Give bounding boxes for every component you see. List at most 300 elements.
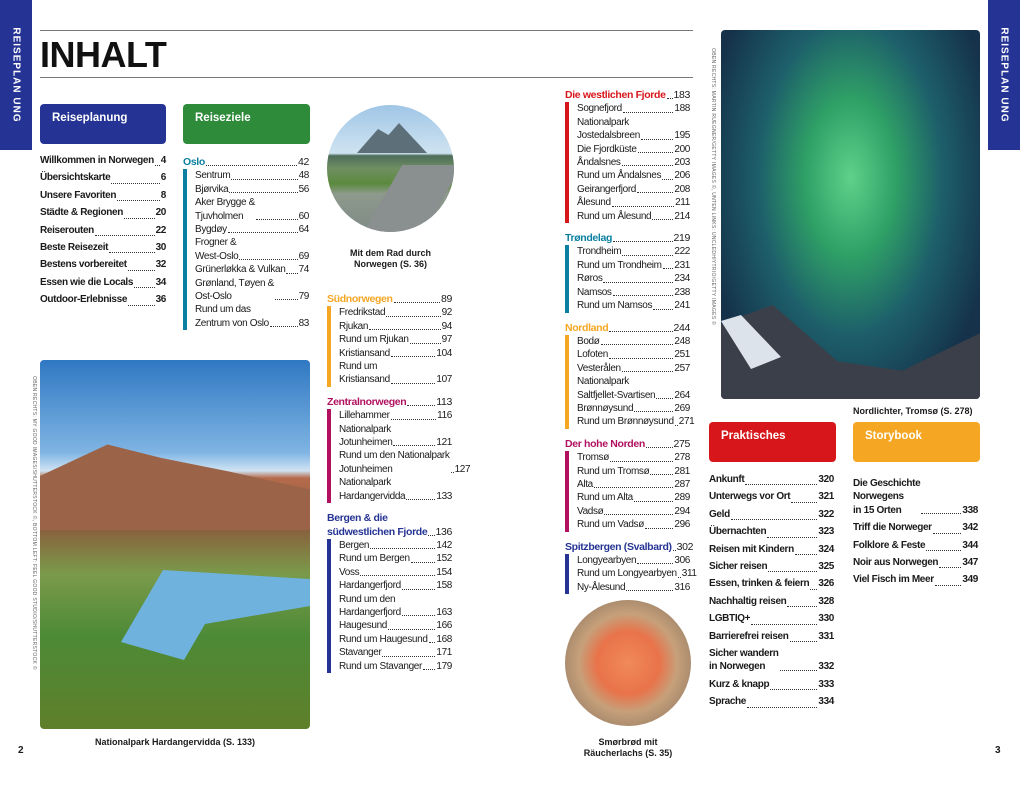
region-heading[interactable]	[183, 156, 309, 169]
dot-leader	[745, 484, 817, 485]
dot-leader	[95, 235, 155, 236]
toc-entry-page: 83	[298, 317, 309, 329]
toc-entry-page: 264	[674, 389, 690, 401]
toc-entry-title: Bergen	[339, 539, 370, 551]
toc-entry[interactable]	[709, 693, 834, 710]
toc-entry-title: Nationalpark Saltfjellet-Svartisen	[577, 376, 656, 401]
toc-entry-title: Rund um Stavanger	[339, 660, 422, 672]
toc-entry[interactable]	[577, 451, 690, 464]
region-page: 89	[441, 293, 452, 305]
toc-entry-title: Ankunft	[709, 474, 745, 485]
toc-entry[interactable]	[853, 554, 978, 571]
toc-entry-page: 332	[818, 661, 834, 673]
region-page: 113	[436, 395, 452, 408]
region-entries	[565, 102, 690, 223]
toc-entry-title: Reiserouten	[40, 224, 94, 236]
dot-leader	[626, 590, 673, 591]
toc-entry-page: 79	[298, 291, 309, 303]
region-heading[interactable]	[565, 322, 690, 335]
toc-entry-title: Essen wie die Locals	[40, 276, 134, 288]
toc-entry[interactable]	[195, 263, 309, 276]
toc-entry-page: 294	[674, 505, 690, 517]
dot-leader	[109, 252, 154, 253]
region-entries	[565, 245, 690, 312]
toc-entry[interactable]	[853, 477, 978, 517]
toc-entry[interactable]	[40, 291, 166, 308]
section-storybook	[853, 422, 980, 462]
toc-entry[interactable]	[577, 465, 690, 478]
dot-leader	[231, 179, 297, 180]
toc-entry-title: Fredrikstad	[339, 307, 386, 319]
toc-entry[interactable]	[577, 478, 690, 491]
dot-leader	[128, 270, 155, 271]
toc-entry-title: Übersichtskarte	[40, 172, 111, 184]
reiseziele-column-2	[327, 293, 471, 682]
toc-entry-title: Essen, trinken & feiern	[709, 578, 810, 590]
toc-entry-title: Viel Fisch im Meer	[853, 574, 934, 586]
toc-entry-page: 56	[298, 183, 309, 195]
dot-leader	[429, 642, 436, 643]
toc-entry[interactable]	[577, 505, 690, 518]
toc-entry-page: 330	[818, 613, 834, 625]
dot-leader	[451, 472, 454, 473]
toc-entry-page: 241	[674, 300, 690, 312]
toc-entry[interactable]	[339, 552, 452, 565]
toc-entry-title: Bodø	[577, 335, 600, 347]
toc-entry-title: Vadsø	[577, 505, 604, 517]
toc-entry-title: Nachhaltig reisen	[709, 595, 787, 607]
toc-entry[interactable]	[339, 539, 452, 552]
bike-photo	[327, 105, 454, 232]
region-page: 302	[676, 540, 694, 553]
toc-entry[interactable]	[577, 375, 690, 402]
toc-entry[interactable]	[577, 286, 690, 299]
toc-entry-title: Rund um Longyearbyen	[577, 568, 677, 580]
toc-entry[interactable]	[577, 169, 690, 182]
toc-entry[interactable]	[853, 537, 978, 554]
toc-entry-page: 334	[818, 696, 834, 708]
region-title: Nordland	[565, 321, 609, 334]
region-title: Die westlichen Fjorde	[565, 89, 666, 101]
region-page: 219	[673, 232, 690, 245]
toc-entry[interactable]	[40, 256, 166, 273]
toc-entry-title: Kristiansand	[339, 347, 390, 359]
dot-leader	[256, 219, 298, 220]
dot-leader	[134, 287, 155, 288]
toc-entry-title: Sicher reisen	[709, 561, 768, 573]
toc-entry-page: 6	[160, 172, 166, 184]
toc-entry-title: Rund um Åndalsnes	[577, 170, 662, 182]
dot-leader	[767, 537, 817, 538]
toc-entry[interactable]	[40, 169, 166, 186]
toc-entry-title: Nationalpark Jotunheimen	[339, 423, 393, 449]
dot-leader	[622, 165, 674, 166]
region-group	[327, 512, 452, 673]
toc-entry[interactable]	[577, 518, 690, 531]
toc-entry[interactable]	[577, 245, 690, 258]
dot-leader	[406, 499, 435, 500]
dot-leader	[634, 501, 674, 502]
region-group	[327, 395, 471, 503]
toc-entry-title: Lillehammer	[339, 410, 390, 422]
section-reiseplanung	[40, 104, 166, 144]
toc-entry-page: 311	[681, 568, 697, 580]
toc-entry[interactable]	[709, 628, 834, 645]
toc-entry-page: 331	[818, 630, 834, 642]
dot-leader	[594, 487, 674, 488]
toc-entry[interactable]	[577, 116, 690, 143]
region-heading[interactable]	[565, 438, 690, 451]
toc-entry-page: 238	[674, 286, 690, 298]
toc-entry-title: Reisen mit Kindern	[709, 543, 794, 555]
toc-entry-title: Røros	[577, 273, 603, 285]
dot-leader	[634, 411, 673, 412]
toc-entry-page: 179	[436, 660, 452, 672]
dot-leader	[613, 241, 672, 242]
toc-entry-title: Unsere Favoriten	[40, 189, 117, 201]
dot-leader	[124, 218, 155, 219]
divider	[40, 77, 693, 78]
dot-leader	[921, 513, 961, 514]
toc-entry-title: Rund um Namsos	[577, 300, 653, 312]
toc-entry[interactable]	[577, 335, 690, 348]
toc-entry-page: 323	[818, 526, 834, 538]
toc-entry-page: 349	[962, 574, 978, 586]
region-entries	[565, 451, 690, 531]
dot-leader	[423, 669, 435, 670]
toc-entry-title: Ny-Ålesund	[577, 581, 626, 593]
toc-entry-title: Longyearbyen	[577, 555, 637, 566]
toc-entry-page: 166	[436, 620, 452, 632]
toc-entry-page: 22	[155, 224, 166, 236]
dot-leader	[382, 656, 435, 657]
toc-entry[interactable]	[853, 571, 978, 588]
toc-entry-page: 344	[962, 539, 978, 551]
toc-entry-title: Rund um Vadsø	[577, 519, 644, 531]
toc-entry-title: Voss	[339, 566, 360, 578]
toc-entry[interactable]	[577, 415, 695, 428]
toc-entry-page: 74	[298, 264, 309, 276]
toc-entry-page: 278	[674, 452, 690, 464]
toc-entry[interactable]	[195, 236, 309, 263]
dot-leader	[117, 200, 160, 201]
toc-entry-title: Brønnøysund	[577, 402, 634, 414]
toc-entry-title: Bestens vorbereitet	[40, 259, 127, 271]
toc-entry-page: 306	[674, 555, 690, 566]
toc-entry[interactable]	[577, 143, 690, 156]
toc-entry-title: Sentrum	[195, 170, 231, 182]
toc-entry-page: 320	[818, 474, 834, 485]
section-praktisches	[709, 422, 836, 462]
toc-entry-page: 107	[436, 374, 452, 386]
toc-entry[interactable]	[577, 554, 690, 567]
toc-entry-page: 281	[674, 465, 690, 477]
toc-entry[interactable]	[339, 423, 452, 450]
region-entries	[183, 169, 309, 330]
toc-entry-title: Übernachten	[709, 526, 767, 538]
dot-leader	[662, 179, 673, 180]
toc-entry[interactable]	[577, 491, 690, 504]
section-tab-left	[0, 0, 32, 150]
toc-entry-title: Aker Brygge & Tjuvholmen	[195, 197, 255, 222]
dot-leader	[228, 232, 298, 233]
region-title: Zentralnorwegen	[327, 395, 407, 408]
region-heading[interactable]	[327, 512, 452, 539]
dot-leader	[155, 165, 160, 166]
caption-aurora: Nordlichter, Tromsø (S. 278)	[853, 406, 973, 416]
toc-entry[interactable]	[339, 619, 452, 632]
toc-entry[interactable]	[577, 581, 690, 594]
toc-entry[interactable]	[40, 187, 166, 204]
dot-leader	[393, 445, 435, 446]
hardangervidda-photo	[40, 360, 310, 729]
dot-leader	[601, 344, 674, 345]
toc-entry[interactable]	[577, 567, 697, 580]
toc-entry-title: Barrierefrei reisen	[709, 630, 789, 642]
toc-entry[interactable]	[577, 183, 690, 196]
toc-entry[interactable]	[577, 299, 690, 312]
dot-leader	[410, 343, 441, 344]
toc-entry[interactable]	[709, 541, 834, 558]
toc-entry-title: Kurz & knapp	[709, 678, 770, 690]
toc-entry[interactable]	[577, 272, 690, 285]
toc-entry-page: 195	[674, 130, 690, 142]
toc-entry-title: Sognefjord	[577, 103, 622, 115]
toc-entry-page: 168	[436, 633, 452, 645]
region-page: 275	[673, 437, 690, 450]
toc-entry[interactable]	[40, 152, 166, 169]
toc-entry[interactable]	[339, 449, 471, 476]
dot-leader	[768, 571, 817, 572]
toc-entry-title: Noir aus Norwegen	[853, 557, 939, 569]
toc-entry[interactable]	[709, 593, 834, 610]
dot-leader	[391, 356, 436, 357]
region-heading[interactable]	[565, 232, 690, 245]
toc-entry[interactable]	[40, 222, 166, 239]
toc-entry[interactable]	[709, 488, 834, 505]
dot-leader	[610, 461, 673, 462]
dot-leader	[394, 302, 440, 303]
toc-entry[interactable]	[709, 676, 834, 693]
toc-entry-title: Bygdøy	[195, 224, 227, 236]
dot-leader	[239, 259, 297, 260]
region-entries	[327, 409, 471, 503]
toc-entry[interactable]	[339, 347, 452, 360]
toc-entry[interactable]	[577, 156, 690, 169]
toc-entry-page: 152	[436, 553, 452, 565]
toc-entry[interactable]	[709, 523, 834, 540]
region-page: 42	[298, 156, 309, 168]
toc-entry[interactable]	[577, 348, 690, 361]
dot-leader	[933, 533, 962, 534]
dot-leader	[428, 535, 434, 536]
toc-entry[interactable]	[195, 196, 309, 223]
toc-entry[interactable]	[709, 647, 834, 674]
dot-leader	[623, 112, 673, 113]
toc-entry[interactable]	[195, 277, 309, 304]
toc-entry[interactable]	[577, 196, 690, 209]
toc-entry-title: Bjørvika	[195, 183, 229, 195]
dot-leader	[926, 550, 961, 551]
toc-entry[interactable]	[40, 239, 166, 256]
toc-entry[interactable]	[709, 610, 834, 627]
dot-leader	[402, 615, 436, 616]
region-heading[interactable]	[327, 396, 452, 409]
toc-entry-page: 251	[674, 349, 690, 361]
toc-entry-page: 163	[436, 606, 452, 618]
toc-entry-title: Rund um den Hardangerfjord	[339, 593, 401, 618]
region-entries	[565, 554, 697, 594]
toc-entry-page: 289	[674, 492, 690, 504]
toc-entry[interactable]	[195, 183, 309, 196]
toc-entry[interactable]	[577, 362, 690, 375]
dot-leader	[229, 192, 297, 193]
toc-entry-page: 48	[298, 170, 309, 182]
toc-entry[interactable]	[339, 306, 452, 319]
toc-entry-title: Ålesund	[577, 197, 611, 209]
toc-entry-page: 271	[678, 416, 695, 428]
caption-hardangervidda: Nationalpark Hardangervidda (S. 133)	[94, 737, 256, 747]
toc-entry-page: 287	[674, 478, 690, 490]
toc-entry-title: Geld	[709, 508, 730, 520]
section-label: Storybook	[865, 430, 922, 442]
page-number-right: 3	[995, 745, 1001, 756]
toc-entry-page: 171	[436, 647, 452, 659]
region-title: Südnorwegen	[327, 293, 393, 305]
toc-entry-title: Rund um das Zentrum von Oslo	[195, 304, 269, 329]
toc-entry-title: Lofoten	[577, 349, 608, 361]
dot-leader	[402, 589, 436, 590]
toc-entry-title: Sicher wandern in Norwegen	[709, 648, 779, 673]
toc-entry[interactable]	[339, 333, 452, 346]
toc-entry-page: 324	[818, 543, 834, 555]
dot-leader	[638, 152, 674, 153]
toc-entry[interactable]	[339, 633, 452, 646]
toc-entry-page: 20	[155, 207, 166, 219]
dot-leader	[622, 371, 674, 372]
toc-entry-page: 104	[436, 347, 452, 359]
toc-entry[interactable]	[339, 593, 452, 620]
toc-entry-title: Beste Reisezeit	[40, 242, 109, 254]
dot-leader	[673, 550, 676, 551]
toc-entry-title: Die Fjordküste	[577, 143, 637, 155]
toc-entry-page: 69	[298, 250, 309, 262]
dot-leader	[787, 606, 817, 607]
toc-entry[interactable]	[709, 506, 834, 523]
dot-leader	[391, 383, 436, 384]
toc-entry-page: 347	[962, 557, 978, 569]
toc-entry-title: LGBTIQ+	[709, 613, 751, 625]
toc-entry-title: Städte & Regionen	[40, 207, 123, 219]
toc-entry[interactable]	[339, 360, 452, 387]
toc-entry[interactable]	[195, 169, 309, 182]
page-title: INHALT	[40, 34, 167, 75]
toc-entry[interactable]	[339, 660, 452, 673]
toc-entry[interactable]	[577, 210, 690, 223]
section-label: Reiseziele	[195, 112, 251, 124]
toc-entry[interactable]	[339, 476, 452, 503]
toc-entry-page: 142	[436, 539, 452, 551]
toc-entry-title: Nationalpark Jostedalsbreen	[577, 116, 640, 142]
toc-entry-title: Rund um Trondheim	[577, 259, 662, 271]
toc-entry[interactable]	[40, 204, 166, 221]
toc-entry[interactable]	[339, 566, 452, 579]
toc-entry[interactable]	[339, 320, 452, 333]
section-tab-label: REISEPLAN UNG	[998, 27, 1010, 123]
region-heading[interactable]	[565, 540, 694, 554]
toc-entry[interactable]	[577, 402, 690, 415]
dot-leader	[388, 629, 435, 630]
dot-leader	[678, 577, 681, 578]
toc-entry-title: Frogner & West-Oslo	[195, 237, 239, 262]
toc-entry[interactable]	[195, 223, 309, 236]
toc-entry[interactable]	[709, 471, 834, 488]
dot-leader	[270, 326, 298, 327]
dot-leader	[604, 514, 673, 515]
toc-entry[interactable]	[339, 579, 452, 592]
dot-leader	[275, 299, 298, 300]
dot-leader	[646, 447, 673, 448]
region-entries	[565, 335, 695, 429]
toc-entry-title: Unterwegs vor Ort	[709, 491, 791, 503]
toc-entry-page: 97	[441, 334, 452, 346]
dot-leader	[790, 641, 818, 642]
toc-entry-title: Folklore & Feste	[853, 539, 926, 551]
dot-leader	[663, 268, 674, 269]
toc-entry-page: 34	[155, 276, 166, 288]
toc-entry-page: 328	[818, 595, 834, 607]
dot-leader	[791, 502, 817, 503]
dot-leader	[391, 419, 436, 420]
region-heading[interactable]	[565, 89, 690, 102]
region-heading[interactable]	[327, 293, 452, 306]
dot-leader	[795, 554, 818, 555]
toc-entry[interactable]	[195, 303, 309, 330]
toc-entry[interactable]	[709, 558, 834, 575]
dot-leader	[675, 425, 678, 426]
toc-entry-title: Trondheim	[577, 246, 622, 258]
region-group	[565, 232, 690, 312]
toc-entry-title: Die Geschichte Norwegens in 15 Orten	[853, 478, 921, 516]
toc-entry-page: 326	[818, 578, 834, 590]
dot-leader	[407, 405, 435, 406]
toc-entry[interactable]	[577, 102, 690, 115]
dot-leader	[645, 528, 673, 529]
toc-entry[interactable]	[709, 575, 834, 592]
toc-entry-page: 234	[674, 273, 690, 285]
dot-leader	[637, 192, 673, 193]
toc-entry-title: Outdoor-Erlebnisse	[40, 294, 128, 306]
toc-entry[interactable]	[577, 259, 690, 272]
toc-entry-page: 32	[155, 259, 166, 271]
toc-entry[interactable]	[853, 519, 978, 536]
toc-entry-title: Åndalsnes	[577, 157, 621, 169]
toc-entry[interactable]	[339, 646, 452, 659]
toc-entry-page: 211	[675, 197, 690, 209]
toc-entry[interactable]	[40, 274, 166, 291]
dot-leader	[603, 282, 673, 283]
toc-entry-page: 222	[674, 246, 690, 258]
toc-entry-page: 269	[674, 402, 690, 414]
dot-leader	[780, 670, 818, 671]
section-tab-right	[988, 0, 1020, 150]
toc-entry[interactable]	[339, 409, 452, 422]
toc-entry-title: Willkommen in Norwegen	[40, 155, 154, 166]
reiseziele-column-1	[183, 156, 309, 339]
toc-entry-title: Triff die Norweger	[853, 522, 932, 534]
dot-leader	[731, 519, 818, 520]
toc-entry-title: Hardangerfjord	[339, 580, 401, 592]
